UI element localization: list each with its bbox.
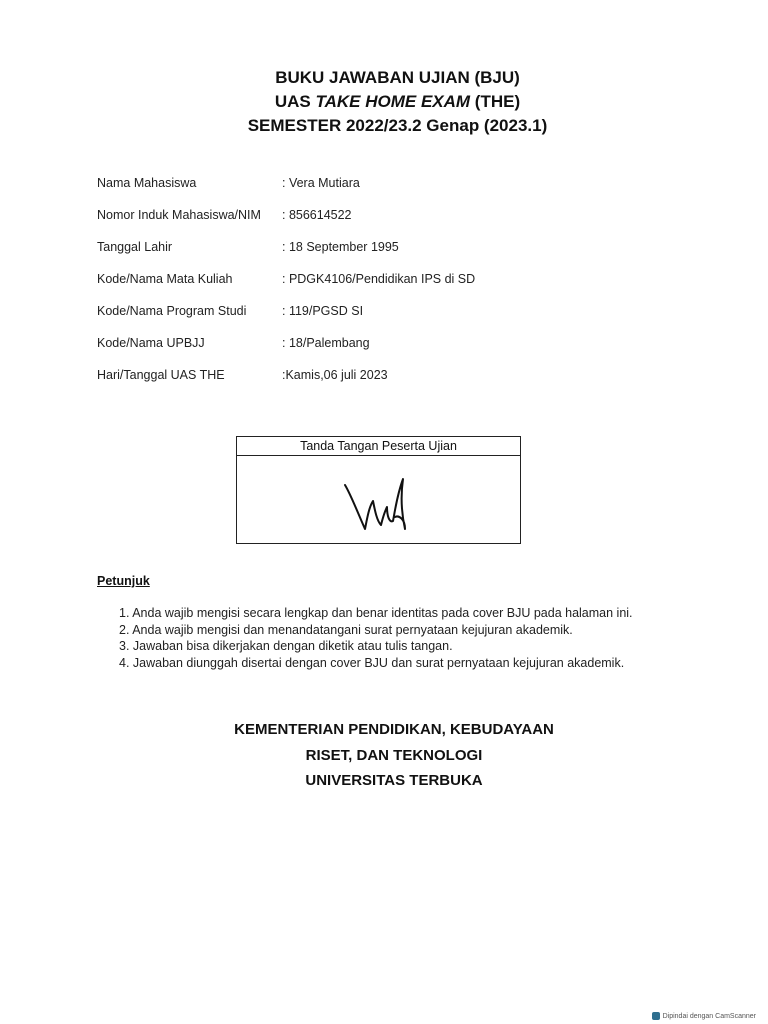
instruction-item: 4. Jawaban diunggah disertai dengan cover BJU dan surat pernyataan kejujuran akademik. <box>119 655 625 670</box>
identity-value: : 18 September 1995 <box>282 240 399 254</box>
document-title <box>0 66 768 138</box>
identity-label: Kode/Nama Mata Kuliah <box>97 272 233 286</box>
instructions-title: Petunjuk <box>97 574 150 588</box>
identity-value: : 18/Palembang <box>282 336 370 350</box>
identity-value: : 119/PGSD SI <box>282 304 364 318</box>
title-line-2-suffix: (THE) <box>470 92 521 111</box>
institution-footer <box>0 717 768 794</box>
identity-label: Kode/Nama UPBJJ <box>97 336 205 350</box>
title-line-2-italic: TAKE HOME EXAM <box>315 92 471 111</box>
instructions-list <box>119 605 633 671</box>
identity-label: Hari/Tanggal UAS THE <box>97 368 225 382</box>
footer-line-2: RISET, DAN TEKNOLOGI <box>305 746 483 764</box>
camscanner-icon <box>652 1012 660 1020</box>
signature-box <box>236 436 521 544</box>
instruction-item: 3. Jawaban bisa dikerjakan dengan diketik atau tulis tangan. <box>119 639 453 653</box>
identity-value: : Vera Mutiara <box>282 176 360 190</box>
identity-label: Kode/Nama Program Studi <box>97 304 247 318</box>
title-line-3: SEMESTER 2022/23.2 Genap (2023.1) <box>247 116 548 135</box>
identity-value: :Kamis,06 juli 2023 <box>282 368 388 382</box>
handwritten-signature <box>337 471 417 537</box>
title-line-2 <box>0 90 768 114</box>
signature-heading: Tanda Tangan Peserta Ujian <box>237 437 520 456</box>
identity-value: : 856614522 <box>282 208 352 222</box>
title-line-1: BUKU JAWABAN UJIAN (BJU) <box>275 68 520 87</box>
footer-line-3: UNIVERSITAS TERBUKA <box>305 772 483 789</box>
footer-line-1: KEMENTERIAN PENDIDIKAN, KEBUDAYAAN <box>234 721 554 738</box>
camscanner-watermark <box>652 1012 756 1020</box>
watermark-text: Dipindai dengan CamScanner <box>662 1012 756 1020</box>
identity-value: : PDGK4106/Pendidikan IPS di SD <box>282 272 476 286</box>
instruction-item: 1. Anda wajib mengisi secara lengkap dan benar identitas pada cover BJU pada halaman ini. <box>119 606 633 620</box>
title-line-2-prefix: UAS <box>274 92 316 111</box>
identity-label: Nama Mahasiswa <box>97 176 197 190</box>
identity-label: Nomor Induk Mahasiswa/NIM <box>97 208 261 222</box>
instruction-item: 2. Anda wajib mengisi dan menandatangani surat pernyataan kejujuran akademik. <box>119 622 573 637</box>
identity-label: Tanggal Lahir <box>97 240 173 254</box>
